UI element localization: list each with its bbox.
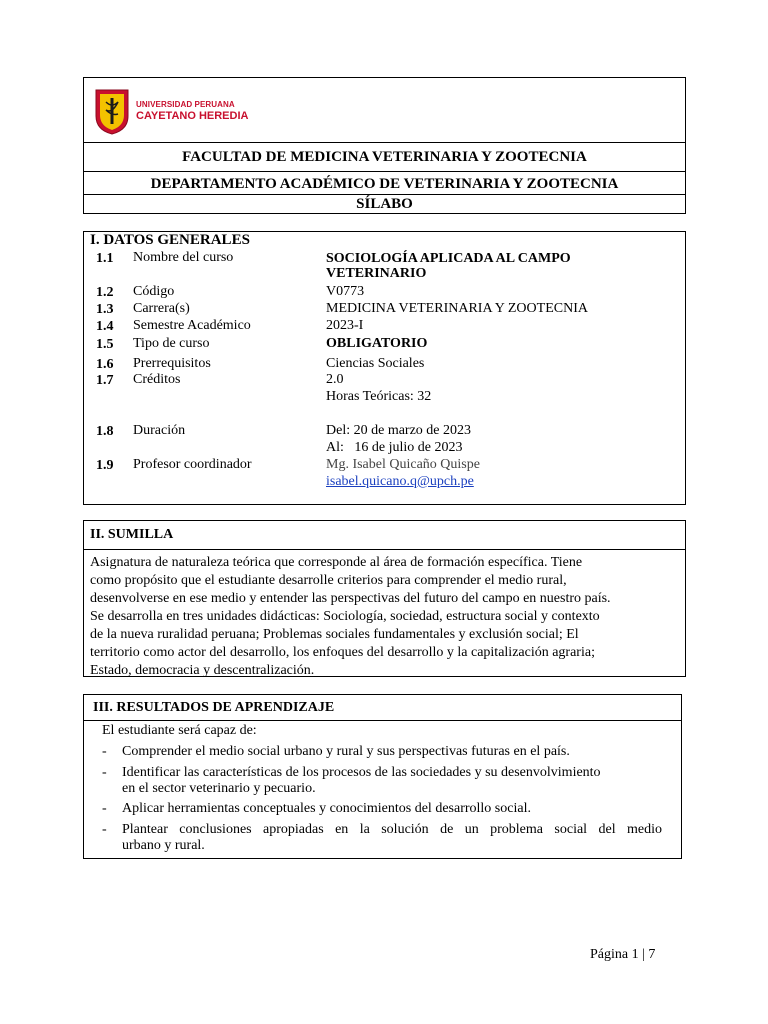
sumilla-text (90, 554, 676, 680)
item-number: 1.6 (96, 357, 114, 372)
item-label: Nombre del curso (133, 250, 234, 265)
item-number: 1.5 (96, 337, 114, 352)
faculty-title: FACULTAD DE MEDICINA VETERINARIA Y ZOOTECNIA (84, 142, 685, 171)
list-item-text: Plantear conclusiones apropiadas en la solución de un problema social del medio (122, 822, 662, 837)
item-label: Prerrequisitos (133, 356, 211, 371)
document-type: SÍLABO (84, 194, 685, 214)
item-number: 1.3 (96, 302, 114, 317)
text-line: como propósito que el estudiante desarrolle criterios para comprender el medio rural, (90, 573, 567, 588)
item-number: 1.1 (96, 251, 114, 266)
list-item-text: en el sector veterinario y pecuario. (122, 781, 316, 796)
list-item-text: Identificar las características de los procesos de las sociedades y su desenvolvimiento (122, 765, 601, 780)
logo-line-2: CAYETANO HEREDIA (136, 110, 249, 122)
list-item-text: Aplicar herramientas conceptuales y conocimientos del desarrollo social. (122, 801, 531, 816)
divider (84, 549, 685, 550)
item-value-2: Horas Teóricas: 32 (326, 389, 432, 404)
section-title: III. RESULTADOS DE APRENDIZAJE (93, 700, 335, 715)
item-label: Semestre Académico (133, 318, 251, 333)
item-value: Ciencias Sociales (326, 356, 425, 371)
text-line: territorio como actor del desarrollo, los enfoques del desarrollo y la capitalización agraria; (90, 645, 595, 660)
item-label: Profesor coordinador (133, 457, 252, 472)
item-number: 1.8 (96, 424, 114, 439)
section-title: I. DATOS GENERALES (90, 232, 250, 248)
item-value-2: VETERINARIO (326, 266, 427, 281)
divider (84, 720, 681, 721)
item-value: V0773 (326, 284, 365, 299)
item-value: OBLIGATORIO (326, 336, 428, 351)
item-label: Duración (133, 423, 186, 438)
text-line: Estado, democracia y descentralización. (90, 663, 315, 678)
text-line: Se desarrolla en tres unidades didácticas: Sociología, sociedad, estructura social y contexto (90, 609, 600, 624)
intro-text: El estudiante será capaz de: (102, 723, 257, 738)
item-label: Créditos (133, 372, 181, 387)
section-title: II. SUMILLA (90, 527, 174, 542)
logo-line-1: UNIVERSIDAD PERUANA (136, 100, 235, 109)
item-value: MEDICINA VETERINARIA Y ZOOTECNIA (326, 301, 588, 316)
item-value: 2023-I (326, 318, 364, 333)
item-label: Código (133, 284, 175, 299)
shield-icon (94, 86, 130, 136)
item-number: 1.9 (96, 458, 114, 473)
department-title: DEPARTAMENTO ACADÉMICO DE VETERINARIA Y ZOOTECNIA (84, 171, 685, 195)
item-label: Tipo de curso (133, 336, 210, 351)
item-value-2: Al: 16 de julio de 2023 (326, 440, 463, 455)
list-item-text: Comprender el medio social urbano y rural y sus perspectivas futuras en el país. (122, 744, 570, 759)
item-number: 1.4 (96, 319, 114, 334)
text-line: desenvolverse en ese medio y entender las perspectivas del futuro del campo en nuestro país. (90, 591, 611, 606)
email-link[interactable]: isabel.quicano.q@upch.pe (326, 474, 474, 489)
logo-text (136, 100, 248, 122)
page-number: Página 1 | 7 (590, 947, 656, 962)
item-number: 1.2 (96, 285, 114, 300)
header-table (83, 77, 686, 214)
list-item-text: urbano y rural. (122, 838, 205, 853)
item-label: Carrera(s) (133, 301, 190, 316)
text-line: Asignatura de naturaleza teórica que corresponde al área de formación específica. Tiene (90, 555, 583, 570)
item-value: SOCIOLOGÍA APLICADA AL CAMPO (326, 251, 571, 266)
university-logo (92, 84, 292, 136)
item-value: Mg. Isabel Quicaño Quispe (326, 457, 480, 472)
item-value: Del: 20 de marzo de 2023 (326, 423, 472, 438)
item-value: 2.0 (326, 372, 344, 387)
text-line: de la nueva ruralidad peruana; Problemas sociales fundamentales y exclusión social; El (90, 627, 579, 642)
item-number: 1.7 (96, 373, 114, 388)
